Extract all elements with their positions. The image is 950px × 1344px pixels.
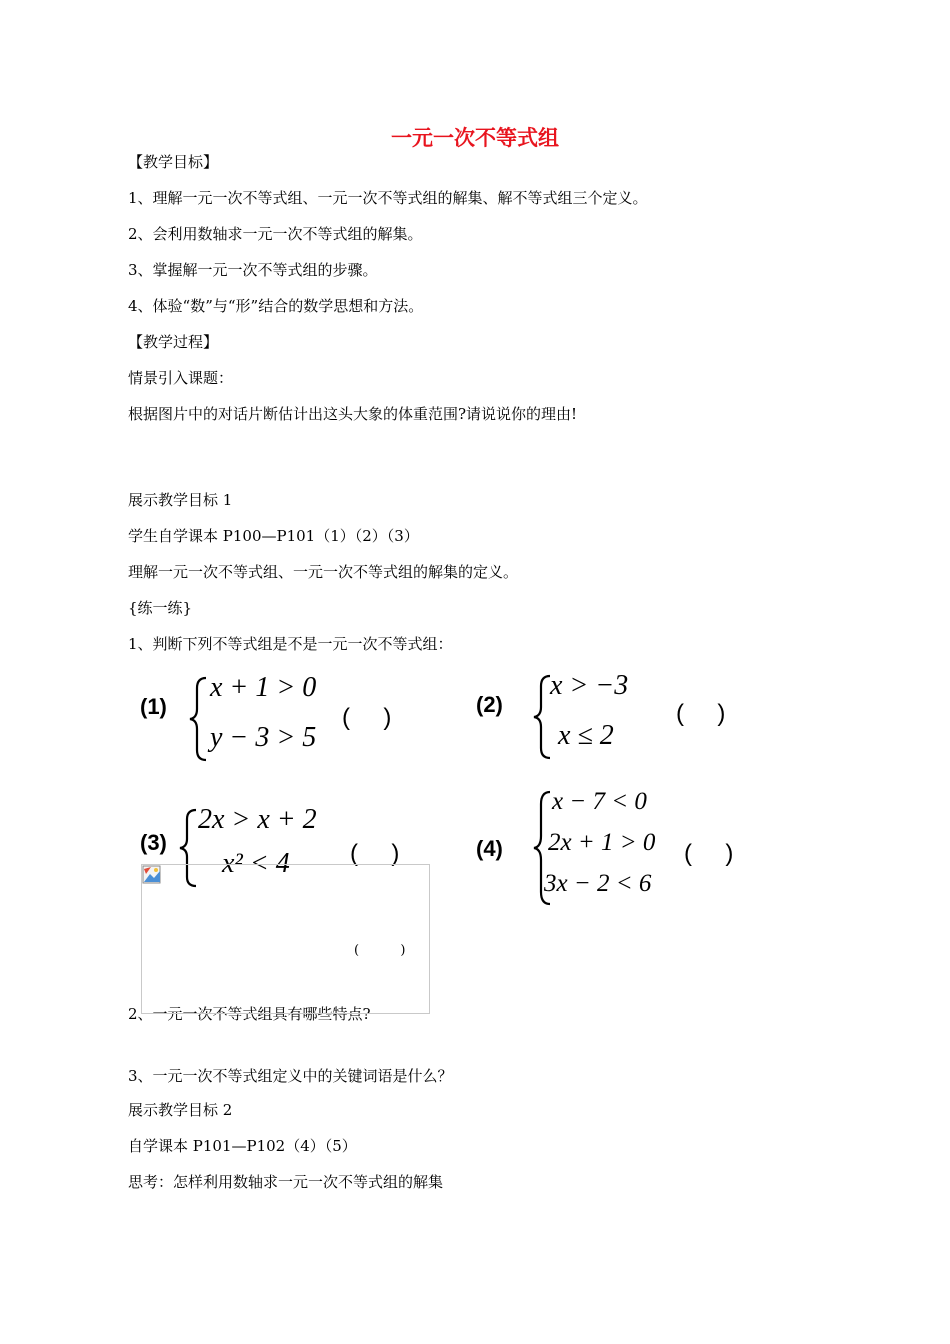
text-line: 1、判断下列不等式组是不是一元一次不等式组： — [128, 635, 453, 653]
text-line: 3、一元一次不等式组定义中的关键词语是什么？ — [128, 1067, 453, 1085]
image-placeholder — [141, 864, 430, 1014]
page-title: 一元一次不等式组 — [391, 126, 559, 150]
inequality-system-1 — [140, 672, 440, 764]
text-line: 思考：怎样利用数轴求一元一次不等式组的解集 — [128, 1173, 444, 1191]
inequality-row: 2x > x + 2 — [198, 804, 317, 835]
text-line: 情景引入课题： — [128, 369, 234, 387]
text-line: 理解一元一次不等式组、一元一次不等式组的解集的定义。 — [128, 563, 519, 581]
inequality-system-4 — [476, 788, 776, 906]
inequality-system-2 — [476, 670, 776, 762]
text-line: 展示教学目标 2 — [128, 1101, 233, 1119]
system-label: (4) — [476, 836, 503, 861]
system-label: (1) — [140, 694, 167, 719]
inequality-row: x − 7 < 0 — [552, 788, 647, 815]
left-brace-icon — [532, 674, 552, 760]
text-line: {练一练} — [128, 599, 193, 617]
system-label: (3) — [140, 830, 167, 855]
text-line: 【教学目标】 — [128, 153, 219, 171]
text-line: 2、会利用数轴求一元一次不等式组的解集。 — [128, 225, 423, 243]
inequality-row: x > −3 — [550, 670, 629, 701]
answer-parentheses: ( ) — [676, 700, 726, 727]
broken-image-icon — [142, 865, 162, 885]
inequality-row: 2x + 1 > 0 — [548, 829, 656, 856]
text-line: 自学课本 P101—P102（4）（5） — [128, 1137, 357, 1155]
text-line: 1、理解一元一次不等式组、一元一次不等式组的解集、解不等式组三个定义。 — [128, 189, 648, 207]
text-line: 4、体验“数”与“形”结合的数学思想和方法。 — [128, 297, 424, 315]
text-line: 【教学过程】 — [128, 333, 219, 351]
inequality-row: y − 3 > 5 — [210, 722, 317, 753]
system-label: (2) — [476, 692, 503, 717]
inequality-row: x² < 4 — [222, 848, 290, 879]
inequality-row: 3x − 2 < 6 — [544, 870, 652, 897]
text-line: 展示教学目标 1 — [128, 491, 233, 509]
left-brace-icon — [188, 676, 208, 762]
inequality-row: x ≤ 2 — [558, 720, 614, 751]
text-line: 2、一元一次不等式组具有哪些特点? — [128, 1005, 371, 1023]
text-line: 根据图片中的对话片断估计出这头大象的体重范围?请说说你的理由! — [128, 405, 578, 423]
answer-parentheses: ( ) — [342, 704, 392, 731]
answer-parentheses: ( ) — [684, 840, 734, 867]
text-line: 3、掌握解一元一次不等式组的步骤。 — [128, 261, 378, 279]
inequality-row: x + 1 > 0 — [210, 672, 317, 703]
answer-parentheses: ( ) — [354, 943, 406, 958]
answer-parentheses: ( ) — [350, 840, 400, 867]
text-line: 学生自学课本 P100—P101（1）（2）（3） — [128, 527, 419, 545]
